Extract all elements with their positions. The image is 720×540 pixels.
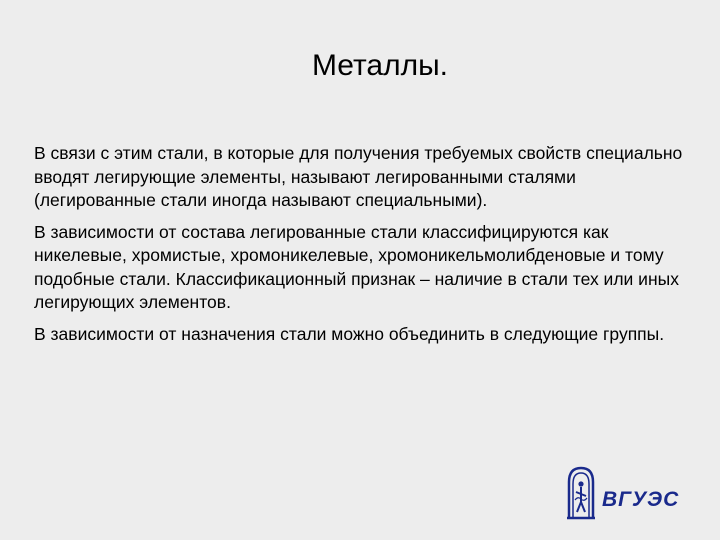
paragraph-3: В зависимости от назначения стали можно объединить в следующие группы. (34, 323, 665, 344)
paragraph-2: В зависимости от состава легированные стали классифицируются как никелевые, хромистые, хромоникелевые, хромоникельмолибденовые и тому подобные стали. Классификационный признак – наличие в стали тех или иных легирующих элементов. (34, 221, 679, 312)
slide-title: Металлы. (311, 49, 448, 82)
paragraph-1: В связи с этим стали, в которые для получения требуемых свойств специально вводят легирующие элементы, называют легированными сталями (легированные стали иногда называют специальными). (34, 143, 683, 210)
logo-text: ВГУЭС (602, 488, 680, 511)
university-logo (566, 466, 686, 522)
arch-emblem-icon (566, 466, 596, 520)
slide-body (34, 142, 694, 354)
